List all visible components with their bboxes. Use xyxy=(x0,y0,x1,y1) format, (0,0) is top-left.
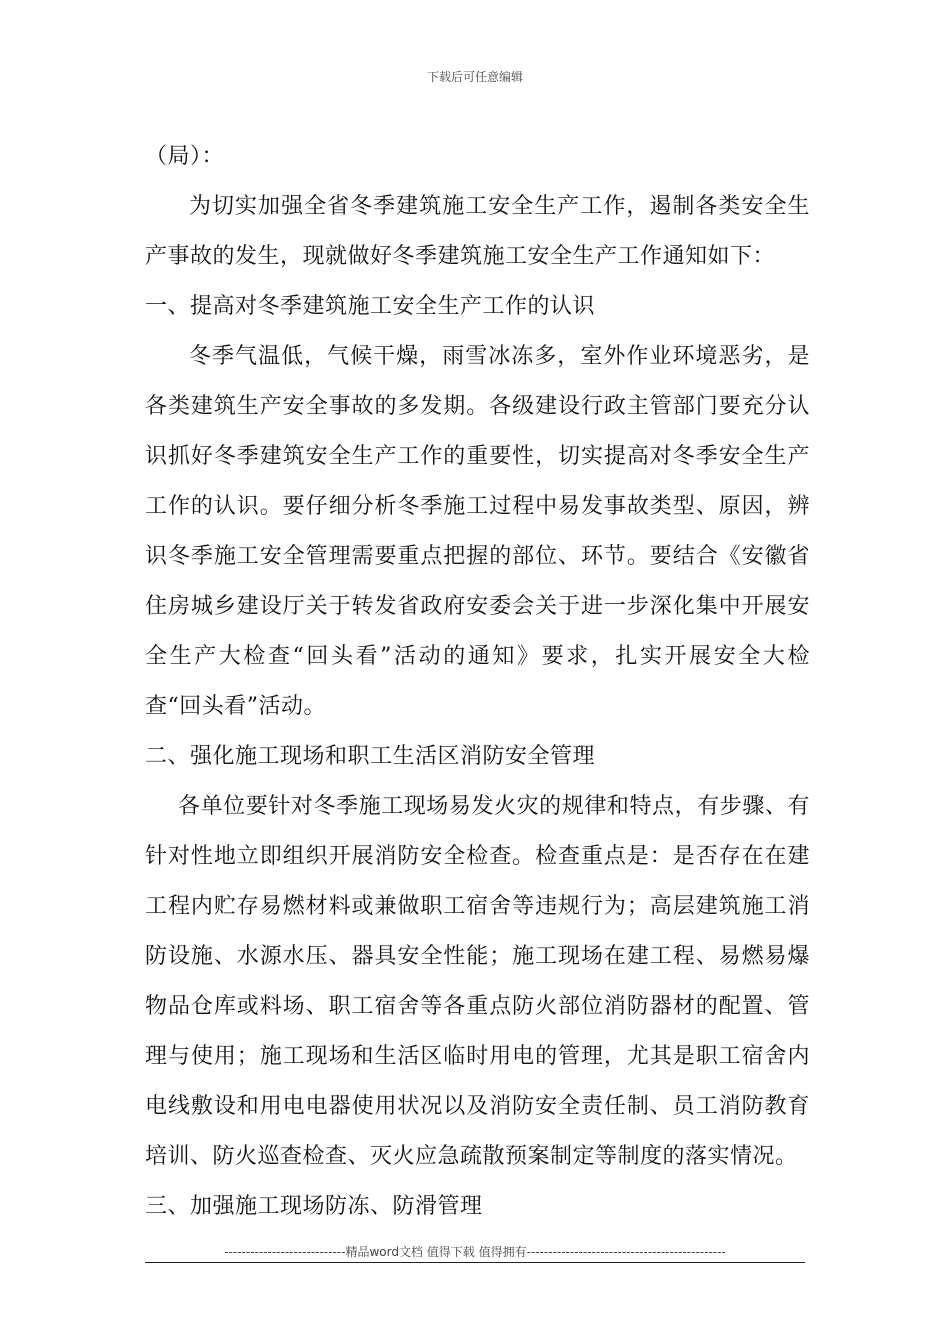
section-1-paragraph: 冬季气温低，气候干燥，雨雪冰冻多，室外作业环境恶劣，是各类建筑生产安全事故的多发期。各级建设行政主管部门要充分认识抓好冬季建筑安全生产工作的重要性，切实提高对冬季安全生产工作的认识。要仔细分析冬季施工过程中易发事故类型、原因，辨识冬季施工安全管理需要重点把握的部位、环节。要结合《安徽省住房城乡建设厅关于转发省政府安委会关于进一步深化集中开展安全生产大检查“回头看”活动的通知》要求，扎实开展安全大检查“回头看”活动。 xyxy=(145,344,810,719)
addressee-line: （局）： xyxy=(145,144,225,169)
section-heading-2: 二、强化施工现场和职工生活区消防安全管理 xyxy=(145,744,596,769)
section-2-paragraph: 各单位要针对冬季施工现场易发火灾的规律和特点，有步骤、有针对性地立即组织开展消防安全检查。检查重点是：是否存在在建工程内贮存易燃材料或兼做职工宿舍等违规行为；高层建筑施工消防设施、水源水压、器具安全性能；施工现场在建工程、易燃易爆物品仓库或料场、职工宿舍等各重点防火部位消防器材的配置、管理与使用；施工现场和生活区临时用电的管理，尤其是职工宿舍内电线敷设和用电电器使用状况以及消防安全责任制、员工消防教育培训、防火巡查检查、灭火应急疏散预案制定等制度的落实情况。 xyxy=(145,794,810,1169)
document-body xyxy=(145,132,810,1232)
section-heading-3: 三、加强施工现场防冻、防滑管理 xyxy=(145,1194,483,1219)
footer-note: ----------------------------精品word文档 值得下载 值得拥有---------------------------------------------- xyxy=(224,1245,726,1259)
footer-divider xyxy=(145,1262,805,1263)
intro-paragraph: 为切实加强全省冬季建筑施工安全生产工作，遏制各类安全生产事故的发生，现就做好冬季建筑施工安全生产工作通知如下： xyxy=(145,194,810,269)
section-heading-1: 一、提高对冬季建筑施工安全生产工作的认识 xyxy=(145,294,596,319)
header-note: 下载后可任意编辑 xyxy=(426,70,523,84)
